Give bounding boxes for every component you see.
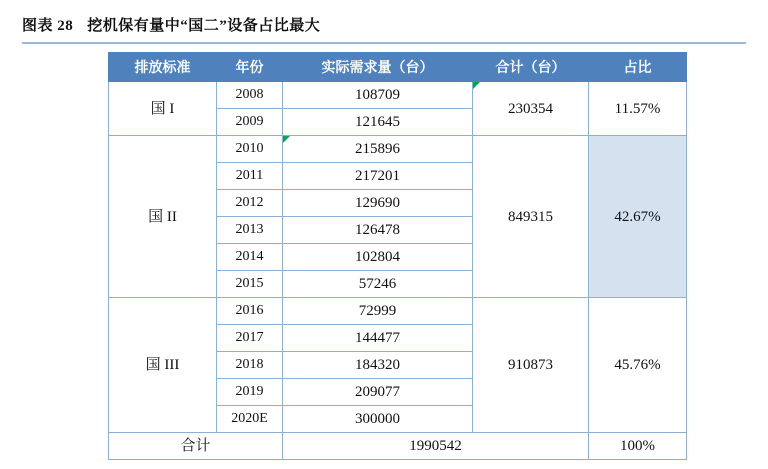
column-header-year: 年份 <box>217 53 283 82</box>
cell-demand: 217201 <box>283 163 473 190</box>
cell-demand: 72999 <box>283 298 473 325</box>
cell-demand: 126478 <box>283 217 473 244</box>
emission-standard-table <box>108 52 687 460</box>
column-header-total: 合计（台） <box>473 53 589 82</box>
table-row <box>109 136 687 163</box>
cell-standard: 国 II <box>109 136 217 298</box>
column-header-demand: 实际需求量（台） <box>283 53 473 82</box>
cell-standard: 国 III <box>109 298 217 433</box>
cell-footer-label: 合计 <box>109 433 283 460</box>
cell-year: 2013 <box>217 217 283 244</box>
cell-ratio: 11.57% <box>589 82 687 136</box>
cell-demand: 57246 <box>283 271 473 298</box>
cell-year: 2011 <box>217 163 283 190</box>
cell-total: 849315 <box>473 136 589 298</box>
table-header-row <box>109 53 687 82</box>
cell-year: 2008 <box>217 82 283 109</box>
cell-year: 2019 <box>217 379 283 406</box>
cell-demand: 121645 <box>283 109 473 136</box>
cell-year: 2017 <box>217 325 283 352</box>
cell-year: 2020E <box>217 406 283 433</box>
figure-title <box>0 0 768 41</box>
cell-year: 2016 <box>217 298 283 325</box>
cell-demand: 102804 <box>283 244 473 271</box>
figure-number: 图表 28 <box>22 18 74 34</box>
cell-demand: 300000 <box>283 406 473 433</box>
cell-demand: 129690 <box>283 190 473 217</box>
cell-year: 2010 <box>217 136 283 163</box>
table-row <box>109 82 687 109</box>
cell-ratio: 42.67% <box>589 136 687 298</box>
cell-year: 2018 <box>217 352 283 379</box>
cell-year: 2014 <box>217 244 283 271</box>
cell-demand: 215896 <box>283 136 473 163</box>
column-header-ratio: 占比 <box>589 53 687 82</box>
cell-year: 2012 <box>217 190 283 217</box>
title-divider <box>22 42 746 44</box>
cell-year: 2009 <box>217 109 283 136</box>
cell-footer-ratio: 100% <box>589 433 687 460</box>
cell-total: 910873 <box>473 298 589 433</box>
table-footer-row <box>109 433 687 460</box>
cell-demand: 144477 <box>283 325 473 352</box>
cell-demand: 108709 <box>283 82 473 109</box>
cell-demand: 209077 <box>283 379 473 406</box>
column-header-standard: 排放标准 <box>109 53 217 82</box>
cell-year: 2015 <box>217 271 283 298</box>
cell-ratio: 45.76% <box>589 298 687 433</box>
cell-standard: 国 I <box>109 82 217 136</box>
cell-total: 230354 <box>473 82 589 136</box>
cell-footer-demand: 1990542 <box>283 433 589 460</box>
table-container <box>108 52 686 460</box>
cell-demand: 184320 <box>283 352 473 379</box>
page-title: 挖机保有量中“国二”设备占比最大 <box>87 18 321 34</box>
table-row <box>109 298 687 325</box>
